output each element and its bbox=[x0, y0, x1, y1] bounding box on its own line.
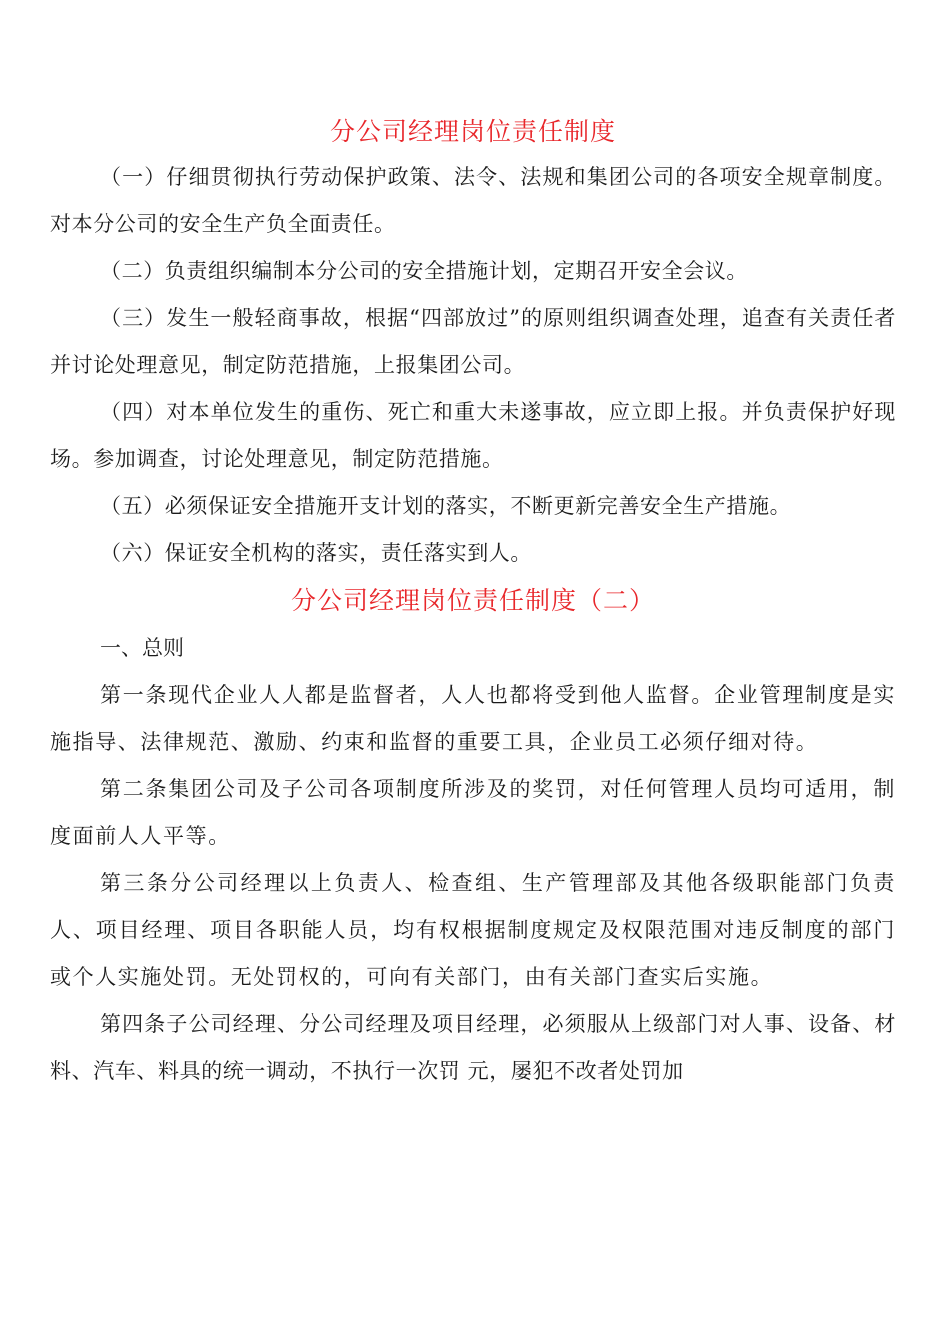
clause-5: （五）必须保证安全措施开支计划的落实，不断更新完善安全生产措施。 bbox=[100, 494, 792, 518]
clause-4: （四）对本单位发生的重伤、死亡和重大未遂事故，应立即上报。并负责保护好现场。参加调查，讨论处理意见，制定防范措施。 bbox=[50, 400, 896, 471]
clause-3: （三）发生一般轻商事故，根据“四部放过”的原则组织调查处理，追查有关责任者并讨论处理意见，制定防范措施，上报集团公司。 bbox=[50, 306, 896, 377]
article-1: 第一条现代企业人人都是监督者，人人也都将受到他人监督。企业管理制度是实施指导、法律规范、激励、约束和监督的重要工具，企业员工必须仔细对待。 bbox=[50, 683, 896, 754]
article-4: 第四条子公司经理、分公司经理及项目经理，必须服从上级部门对人事、设备、材料、汽车、料具的统一调动，不执行一次罚 元，屡犯不改者处罚加 bbox=[50, 1012, 896, 1083]
clause-1: （一）仔细贯彻执行劳动保护政策、法令、法规和集团公司的各项安全规章制度。对本分公司的安全生产负全面责任。 bbox=[50, 165, 896, 236]
document-page bbox=[50, 112, 896, 1095]
article-2: 第二条集团公司及子公司各项制度所涉及的奖罚，对任何管理人员均可适用，制度面前人人平等。 bbox=[50, 777, 896, 848]
section-heading: 一、总则 bbox=[100, 636, 184, 660]
document-title: 分公司经理岗位责任制度 bbox=[329, 117, 616, 146]
clause-2: （二）负责组织编制本分公司的安全措施计划，定期召开安全会议。 bbox=[100, 259, 748, 283]
document-title-2: 分公司经理岗位责任制度（二） bbox=[290, 586, 655, 615]
clause-6: （六）保证安全机构的落实，责任落实到人。 bbox=[100, 541, 532, 565]
article-3: 第三条分公司经理以上负责人、检查组、生产管理部及其他各级职能部门负责人、项目经理、项目各职能人员，均有权根据制度规定及权限范围对违反制度的部门或个人实施处罚。无处罚权的，可向有关部门，由有关部门查实后实施。 bbox=[50, 871, 896, 989]
